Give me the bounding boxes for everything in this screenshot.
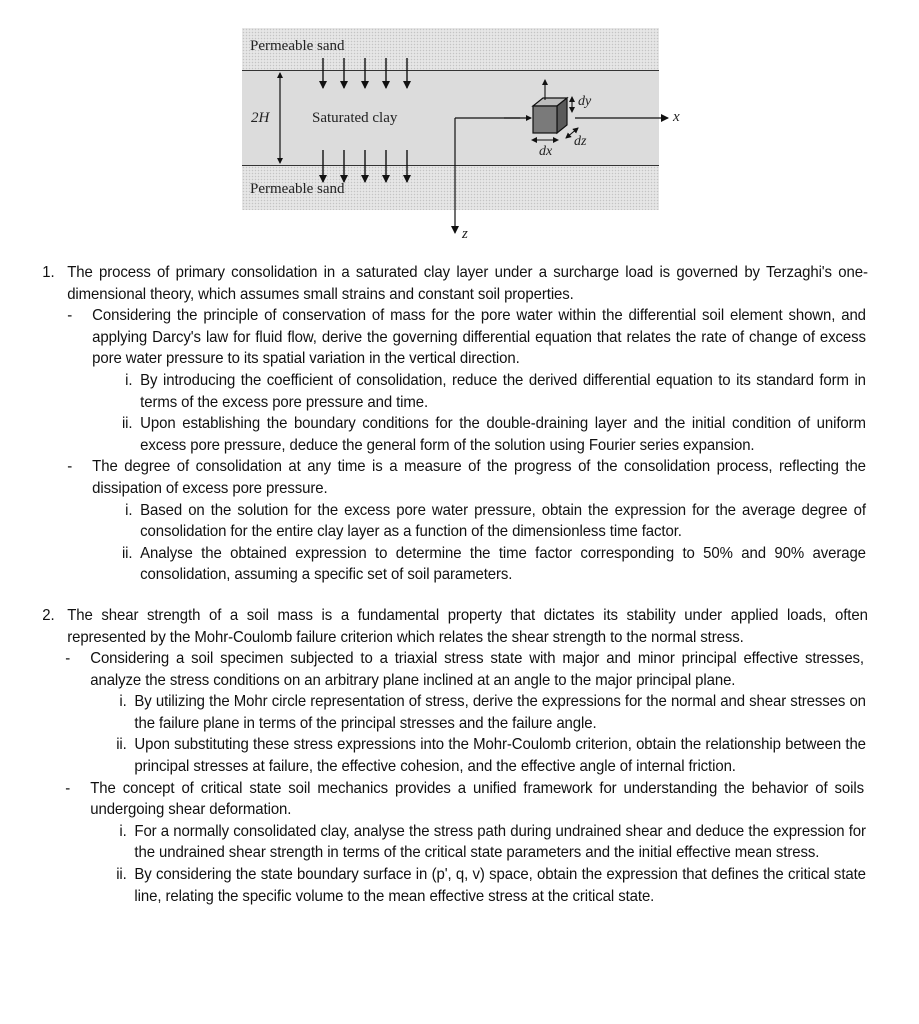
question-2-subpart-2 xyxy=(65,778,865,821)
item-text: By considering the state boundary surface in (p', q, v) space, obtain the expression that defines the critical state line, relating the specific volume to the mean effective stress at the critical state. xyxy=(134,866,866,905)
question-1-subpart-2-item-ii xyxy=(121,543,866,586)
soil-element-cube xyxy=(533,98,567,133)
top-sand-label: Permeable sand xyxy=(250,38,345,54)
question-2-subpart-1-item-ii xyxy=(116,734,866,777)
item-numeral: i. xyxy=(125,371,133,389)
item-text: Based on the solution for the excess pore water pressure, obtain the expression for the average degree of consolidation for the entire clay layer as a function of the dimensionless time factor. xyxy=(140,501,866,541)
subpart-text: The concept of critical state soil mechanics provides a unified framework for understanding the behavior of soils undergoing shear deformation. xyxy=(90,779,865,819)
diagram-lines xyxy=(0,0,919,250)
item-numeral: ii. xyxy=(121,415,133,433)
clay-label: Saturated clay xyxy=(312,110,398,126)
question-number: 2. xyxy=(42,606,55,624)
item-text: By introducing the coefficient of consolidation, reduce the derived differential equation to its standard form in terms of the excess pore pressure and time. xyxy=(140,371,866,411)
question-1-subpart-1-item-i xyxy=(125,370,866,413)
item-numeral: i. xyxy=(125,501,133,519)
top-drainage-arrows xyxy=(323,58,407,88)
item-text: Analyse the obtained expression to determine the time factor corresponding to 50% and 90% average consolidation, assuming a specific set of soil parameters. xyxy=(140,544,866,584)
bullet: - xyxy=(67,458,73,476)
question-1 xyxy=(42,262,868,305)
bottom-drainage-arrows xyxy=(323,150,407,182)
question-2-subpart-2-item-ii xyxy=(116,864,866,907)
question-text: The shear strength of a soil mass is a fundamental property that dictates its stability under applied loads, often represented by the Mohr-Coulomb failure criterion which relates the shear strength to the normal stress. xyxy=(67,606,868,646)
question-text: The process of primary consolidation in a saturated clay layer under a surcharge load is governed by Terzaghi's one-dimensional theory, which assumes small strains and constant soil properties. xyxy=(67,264,868,303)
subpart-text: The degree of consolidation at any time is a measure of the progress of the consolidation process, reflecting the dissipation of excess pore pressure. xyxy=(92,458,866,497)
bullet: - xyxy=(65,650,71,668)
bottom-sand-label: Permeable sand xyxy=(250,181,345,197)
item-numeral: ii. xyxy=(121,544,133,562)
item-text: Upon substituting these stress expressions into the Mohr-Coulomb criterion, obtain the relationship between the principal stresses at failure, the effective cohesion, and the effective angle of internal friction. xyxy=(134,736,866,776)
bullet: - xyxy=(65,779,71,797)
question-1-subpart-2-item-i xyxy=(125,500,866,543)
item-numeral: i. xyxy=(119,693,127,711)
question-1-subpart-2 xyxy=(67,456,866,499)
item-text: Upon establishing the boundary conditions for the double-draining layer and the initial condition of uniform excess pore pressure, deduce the general form of the solution using Fourier series expansion. xyxy=(140,415,866,454)
question-1-subpart-1-item-ii xyxy=(121,413,866,456)
question-2 xyxy=(42,605,868,648)
question-2-subpart-1 xyxy=(65,648,865,691)
x-axis-label: x xyxy=(673,109,680,125)
item-numeral: ii. xyxy=(116,736,127,754)
question-2-subpart-2-item-i xyxy=(119,821,866,864)
consolidation-diagram xyxy=(0,0,919,250)
subpart-text: Considering the principle of conservation of mass for the pore water within the differential soil element shown, and applying Darcy's law for fluid flow, derive the governing differential equation that relates the rate of change of excess pore water pressure to its spatial variation in the vertical direction. xyxy=(92,307,866,368)
item-text: By utilizing the Mohr circle representation of stress, derive the expressions for the normal and shear stresses on the failure plane in terms of the principal stresses and the failure angle. xyxy=(134,693,866,732)
subpart-text: Considering a soil specimen subjected to a triaxial stress state with major and minor principal effective stresses, analyze the stress conditions on an arbitrary plane inclined at an angle to the major principal plane. xyxy=(90,650,865,689)
item-numeral: ii. xyxy=(116,866,127,884)
dx-label: dx xyxy=(539,144,553,159)
item-text: For a normally consolidated clay, analyse the stress path during undrained shear and deduce the expression for the undrained shear strength in terms of the critical state parameters and the initial effective mean stress. xyxy=(134,822,866,862)
thickness-label: 2H xyxy=(251,110,270,126)
z-axis-label: z xyxy=(462,226,468,242)
dz-label: dz xyxy=(574,134,587,149)
question-list xyxy=(0,262,882,907)
question-number: 1. xyxy=(42,264,55,281)
coordinate-axes xyxy=(455,118,668,233)
question-1-subpart-1 xyxy=(67,305,866,370)
item-numeral: i. xyxy=(119,822,127,840)
question-2-subpart-1-item-i xyxy=(119,691,866,734)
bullet: - xyxy=(67,307,73,325)
dy-label: dy xyxy=(578,94,592,109)
